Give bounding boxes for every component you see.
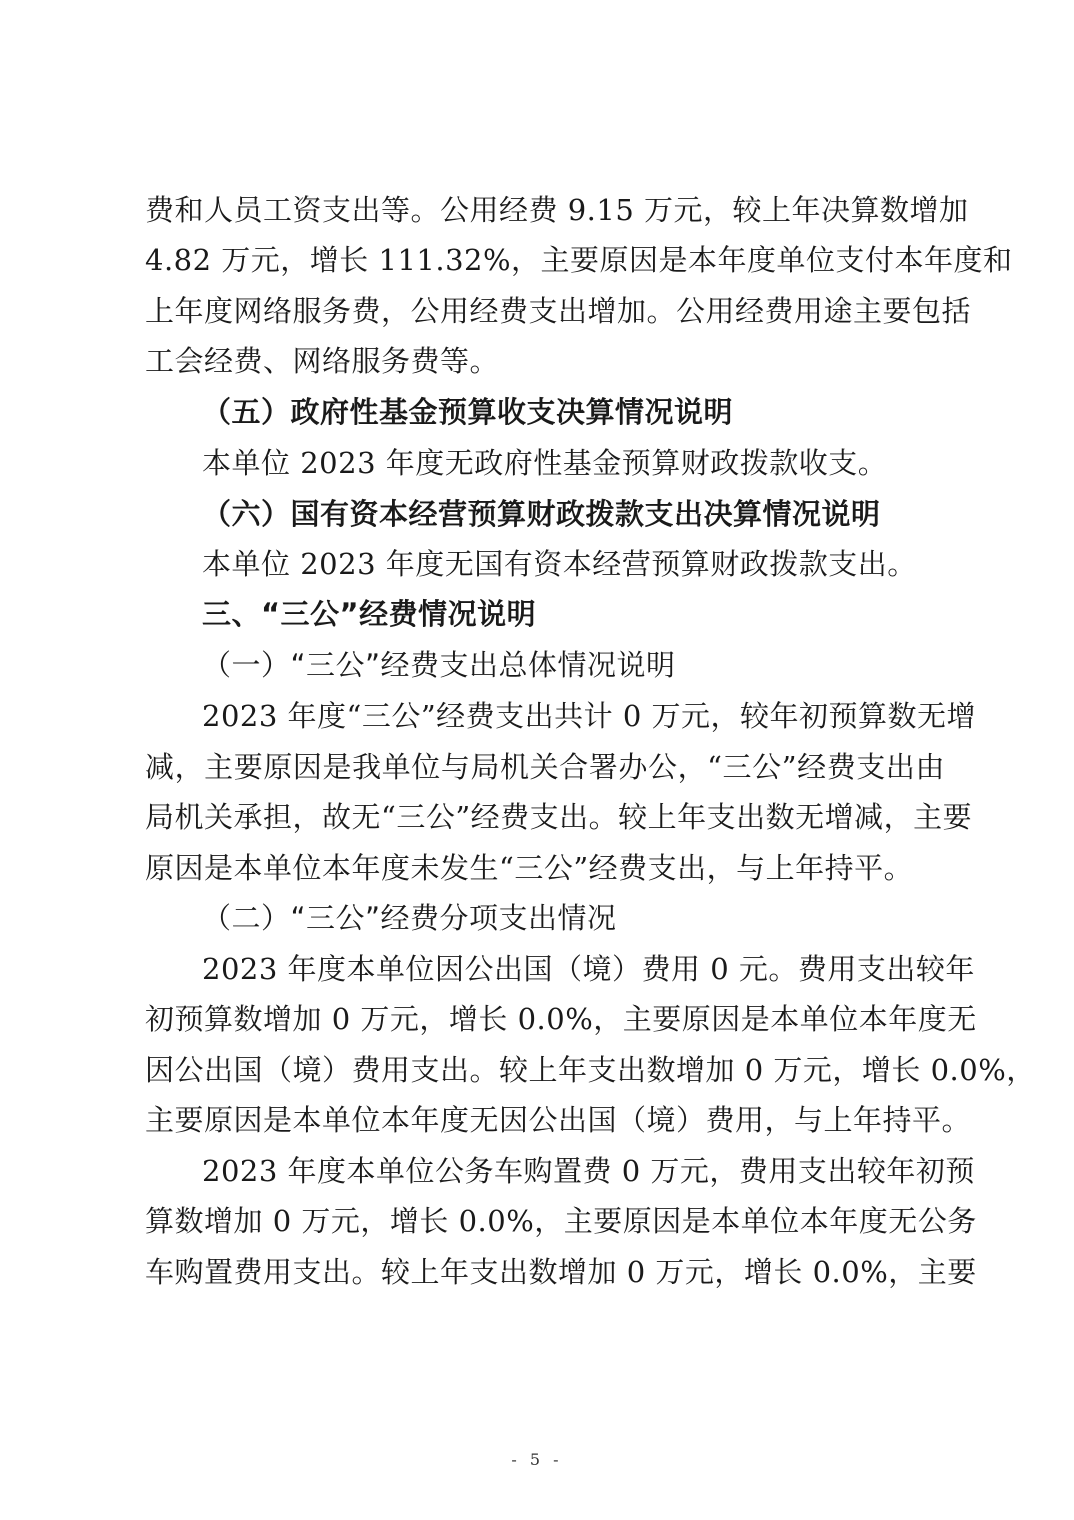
paragraph-line: 减，主要原因是我单位与局机关合署办公，“三公”经费支出由 — [145, 750, 945, 784]
paragraph-line: 局机关承担，故无“三公”经费支出。较上年支出数无增减，主要 — [145, 800, 973, 834]
paragraph-line: 2023 年度本单位因公出国（境）费用 0 元。费用支出较年 — [202, 952, 975, 986]
section-heading: （一）“三公”经费支出总体情况说明 — [202, 648, 676, 682]
paragraph-line: 因公出国（境）费用支出。较上年支出数增加 0 万元，增长 0.0%， — [145, 1053, 1036, 1087]
paragraph-line: 上年度网络服务费，公用经费支出增加。公用经费用途主要包括 — [145, 294, 972, 328]
chapter-heading: 三、“三公”经费情况说明 — [202, 597, 537, 631]
paragraph-line: 费和人员工资支出等。公用经费 9.15 万元，较上年决算数增加 — [145, 193, 969, 227]
section-heading: （六）国有资本经营预算财政拨款支出决算情况说明 — [202, 497, 881, 531]
page-number: - 5 - — [511, 1450, 563, 1469]
paragraph-line: 原因是本单位本年度未发生“三公”经费支出，与上年持平。 — [145, 851, 914, 885]
paragraph-line: 工会经费、网络服务费等。 — [145, 344, 500, 378]
section-heading: （二）“三公”经费分项支出情况 — [202, 901, 617, 935]
paragraph-line: 本单位 2023 年度无国有资本经营预算财政拨款支出。 — [202, 547, 917, 581]
paragraph-line: 2023 年度“三公”经费支出共计 0 万元，较年初预算数无增 — [202, 699, 977, 733]
paragraph-line: 算数增加 0 万元，增长 0.0%，主要原因是本单位本年度无公务 — [145, 1204, 977, 1238]
paragraph-line: 本单位 2023 年度无政府性基金预算财政拨款收支。 — [202, 446, 888, 480]
paragraph-line: 初预算数增加 0 万元，增长 0.0%，主要原因是本单位本年度无 — [145, 1002, 977, 1036]
paragraph-line: 车购置费用支出。较上年支出数增加 0 万元，增长 0.0%，主要 — [145, 1255, 977, 1289]
section-heading: （五）政府性基金预算收支决算情况说明 — [202, 395, 734, 429]
paragraph-line: 2023 年度本单位公务车购置费 0 万元，费用支出较年初预 — [202, 1154, 975, 1188]
paragraph-line: 4.82 万元，增长 111.32%，主要原因是本年度单位支付本年度和 — [145, 243, 1013, 277]
paragraph-line: 主要原因是本单位本年度无因公出国（境）费用，与上年持平。 — [145, 1103, 972, 1137]
